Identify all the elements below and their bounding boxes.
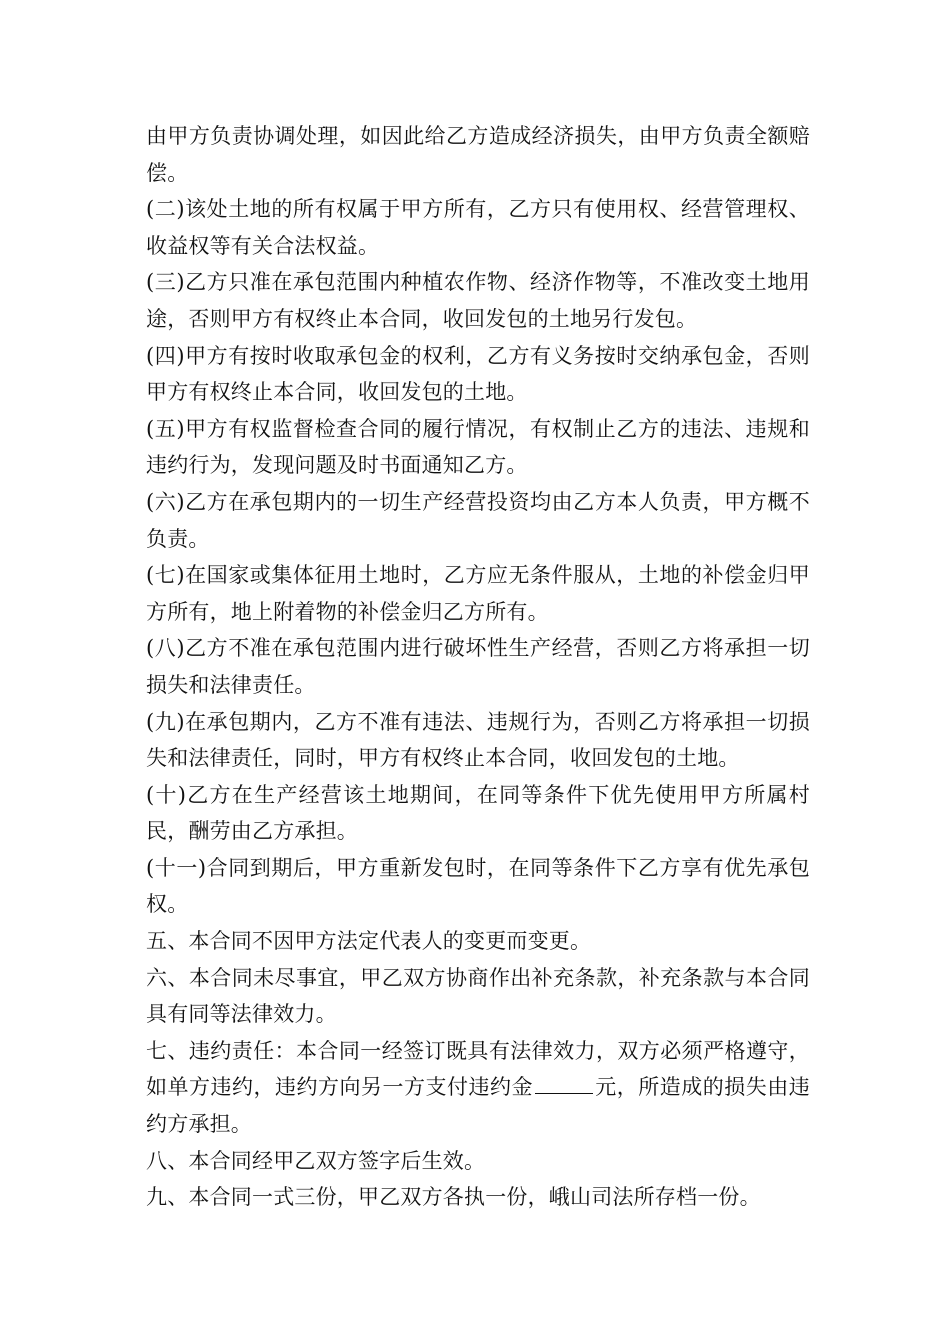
clause-2: (二)该处土地的所有权属于甲方所有，乙方只有使用权、经营管理权、收益权等有关合法权益。 [146, 197, 810, 258]
article-8: 八、本合同经甲乙双方签字后生效。 [146, 1148, 486, 1173]
clause-9: (九)在承包期内，乙方不准有违法、违规行为，否则乙方将承担一切损失和法律责任，同时，甲方有权终止本合同，收回发包的土地。 [146, 709, 810, 771]
document-body [146, 118, 810, 1216]
clause-6: (六)乙方在承包期内的一切生产经营投资均由乙方本人负责，甲方概不负责。 [146, 489, 810, 551]
penalty-amount-blank [535, 1075, 593, 1094]
penalty-text-before: 七、违约责任：本合同一经签订既具有法律效力，双方必须严格遵守，如单方违约，违约方向另一方支付违约金 [146, 1038, 810, 1100]
clause-4: (四)甲方有按时收取承包金的权利，乙方有义务按时交纳承包金，否则甲方有权终止本合同，收回发包的土地。 [146, 343, 810, 405]
article-5: 五、本合同不因甲方法定代表人的变更而变更。 [146, 929, 592, 954]
clause-7: (七)在国家或集体征用土地时，乙方应无条件服从，土地的补偿金归甲方所有，地上附着物的补偿金归乙方所有。 [146, 563, 810, 624]
clause-8: (八)乙方不准在承包范围内进行破坏性生产经营，否则乙方将承担一切损失和法律责任。 [146, 636, 810, 697]
article-9: 九、本合同一式三份，甲乙双方各执一份，峨山司法所存档一份。 [146, 1185, 761, 1210]
article-6: 六、本合同未尽事宜，甲乙双方协商作出补充条款，补充条款与本合同具有同等法律效力。 [146, 965, 810, 1027]
clause-10: (十)乙方在生产经营该土地期间，在同等条件下优先使用甲方所属村民，酬劳由乙方承担。 [146, 782, 810, 844]
penalty-text-after: 元，所造成的损失由违约方承担。 [146, 1075, 810, 1137]
clause-continuation: 由甲方负责协调处理，如因此给乙方造成经济损失，由甲方负责全额赔偿。 [146, 124, 810, 185]
clause-5: (五)甲方有权监督检查合同的履行情况，有权制止乙方的违法、违规和违约行为，发现问题及时书面通知乙方。 [146, 416, 810, 478]
clause-11: (十一)合同到期后，甲方重新发包时，在同等条件下乙方享有优先承包权。 [146, 855, 810, 917]
clause-3: (三)乙方只准在承包范围内种植农作物、经济作物等，不准改变土地用途，否则甲方有权终止本合同，收回发包的土地另行发包。 [146, 270, 810, 331]
article-7-penalty [146, 1033, 810, 1143]
